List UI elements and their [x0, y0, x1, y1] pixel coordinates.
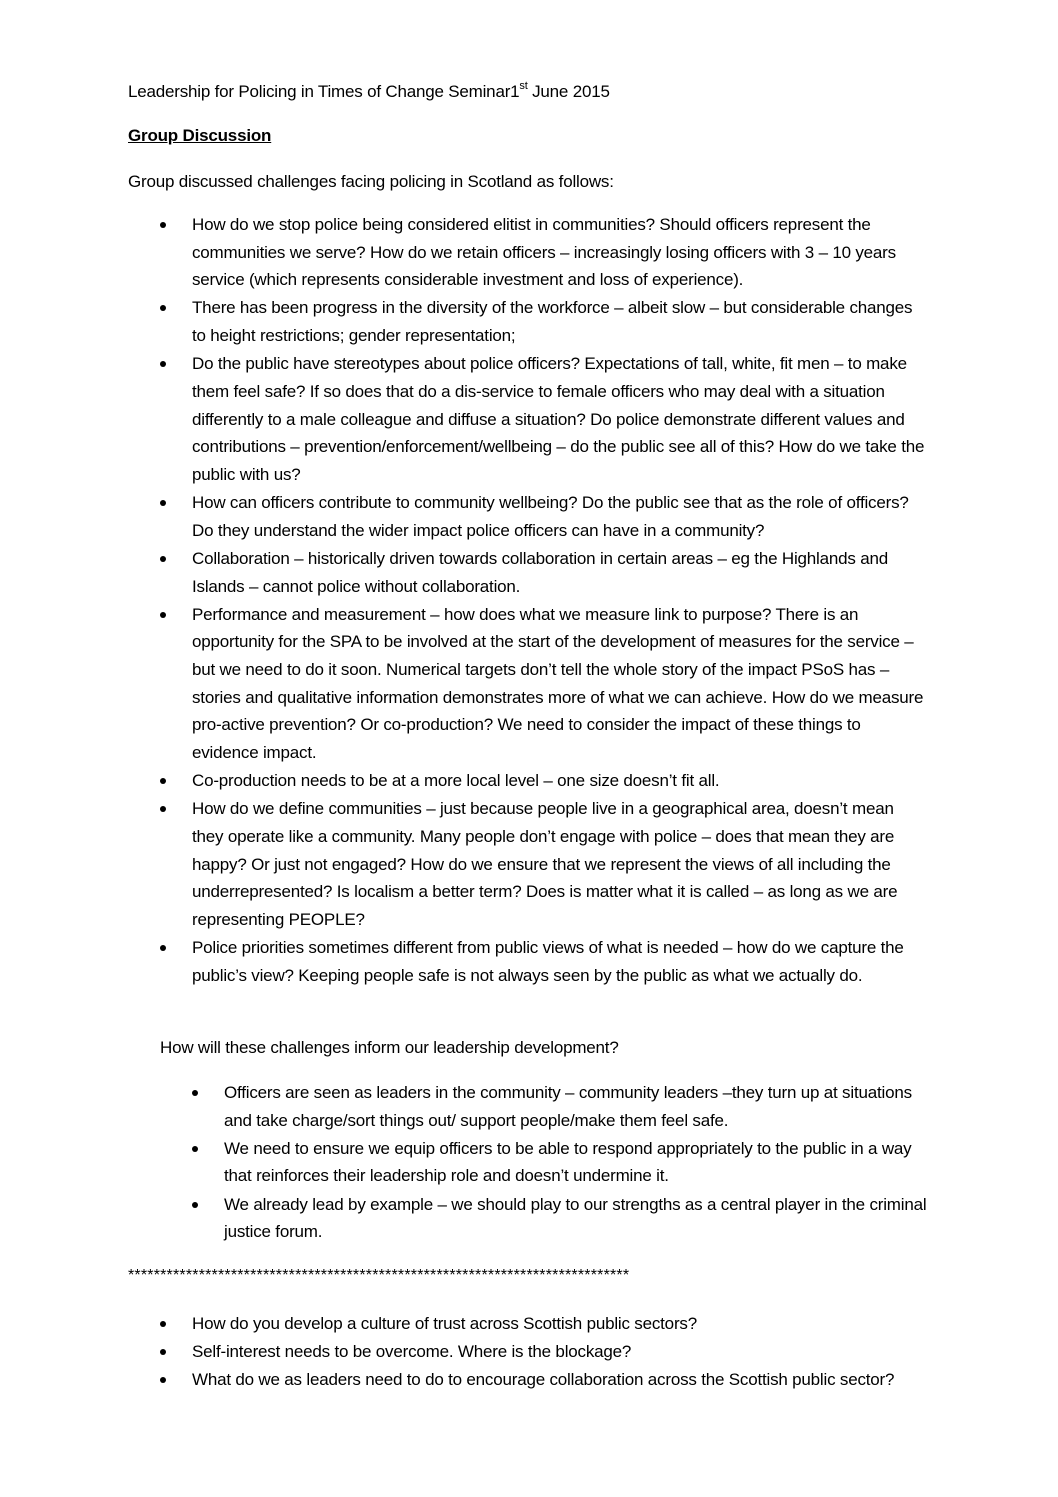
title-date-tail: June 2015	[527, 82, 610, 101]
list-item-text: There has been progress in the diversity of the workforce – albeit slow – but considerable changes to height restrictions; gender representation;	[192, 298, 913, 346]
bullet-icon	[160, 305, 166, 311]
bullet-icon	[160, 222, 166, 228]
list-item-text: How do we stop police being considered elitist in communities? Should officers represent the communities we serve? How do we retain officers – increasingly losing officers with 3 – 10 years service (which represents considerable investment and loss of experience).	[192, 215, 896, 290]
bullet-icon	[160, 1349, 166, 1355]
list-item-text: Co-production needs to be at a more local level – one size doesn’t fit all.	[192, 771, 720, 791]
list-item-text: Self-interest needs to be overcome. Where is the blockage?	[192, 1342, 632, 1362]
list-item-text: How can officers contribute to community wellbeing? Do the public see that as the role of officers? Do they understand the wider impact police officers can have in a community?	[192, 493, 909, 540]
list-item-text: Performance and measurement – how does what we measure link to purpose? There is an opportunity for the SPA to be involved at the start of the development of measures for the service – but we need to do it soon. Numerical targets don’t tell the whole story of the impact PSoS has – stories and qualitative information demonstrates more of what we can achieve. How do we measure pro-active prevention? Or co-production? We need to consider the impact of these things to evidence impact.	[192, 604, 924, 763]
list-item	[128, 545, 928, 600]
list-item-text: Police priorities sometimes different from public views of what is needed – how do we capture the public’s view? Keeping people safe is not always seen by the public as what we actually do.	[192, 938, 904, 985]
bullet-icon	[160, 556, 166, 562]
bullet-icon	[160, 806, 166, 812]
bullet-icon	[160, 945, 166, 951]
list-item	[128, 211, 928, 294]
list-item-text: What do we as leaders need to do to encourage collaboration across the Scottish public sector?	[192, 1370, 895, 1390]
list-item	[128, 1366, 928, 1394]
bullet-icon	[160, 1321, 166, 1327]
leadership-points-list	[160, 1079, 928, 1246]
list-item-text: Collaboration – historically driven towards collaboration in certain areas – eg the Highlands and Islands – cannot police without collaboration.	[192, 548, 888, 596]
intro-paragraph: Group discussed challenges facing policing in Scotland as follows:	[128, 172, 614, 191]
list-item-text: Officers are seen as leaders in the community – community leaders –they turn up at situations and take charge/sort things out/ support people/make them feel safe.	[224, 1083, 912, 1130]
asterisk-separator: ******************************************************************************	[128, 1267, 630, 1284]
list-item	[128, 294, 928, 349]
bullet-icon	[192, 1202, 198, 1208]
list-item	[160, 1191, 928, 1246]
leadership-question: How will these challenges inform our leadership development?	[160, 1038, 619, 1057]
list-item	[128, 601, 928, 767]
list-item	[160, 1135, 928, 1190]
list-item	[128, 934, 928, 989]
document-title	[128, 78, 610, 106]
trust-points-list	[128, 1310, 928, 1394]
list-item	[128, 795, 928, 934]
bullet-icon	[160, 1377, 166, 1383]
list-item-text: We need to ensure we equip officers to be able to respond appropriately to the public in a way that reinforces their leadership role and doesn’t undermine it.	[224, 1138, 912, 1186]
bullet-icon	[192, 1090, 198, 1096]
list-item	[128, 1310, 928, 1338]
list-item-text: How do you develop a culture of trust across Scottish public sectors?	[192, 1314, 697, 1333]
bullet-icon	[160, 500, 166, 506]
challenges-list	[128, 211, 928, 990]
bullet-icon	[160, 361, 166, 367]
list-item	[128, 767, 928, 795]
section-heading: Group Discussion	[128, 126, 272, 145]
bullet-icon	[192, 1146, 198, 1152]
bullet-icon	[160, 612, 166, 618]
list-item	[128, 350, 928, 489]
title-ordinal-suffix: st	[519, 80, 528, 93]
list-item-text: We already lead by example – we should play to our strengths as a central player in the criminal justice forum.	[224, 1194, 927, 1242]
list-item	[160, 1079, 928, 1134]
list-item	[128, 1338, 928, 1366]
bullet-icon	[160, 778, 166, 784]
title-main: Leadership for Policing in Times of Change Seminar1	[128, 82, 520, 101]
list-item-text: How do we define communities – just because people live in a geographical area, doesn’t mean they operate like a community. Many people don’t engage with police – does that mean they are happy? Or just not engaged? How do we ensure that we represent the views of all including the underrepresented? Is localism a better term? Does is matter what it is called – as long as we are representing PEOPLE?	[192, 799, 898, 929]
list-item	[128, 489, 928, 544]
list-item-text: Do the public have stereotypes about police officers? Expectations of tall, white, fit men – to make them feel safe? If so does that do a dis-service to female officers who may deal with a situation differently to a male colleague and diffuse a situation? Do police demonstrate different values and contributions – prevention/enforcement/wellbeing – do the public see all of this? How do we take the public with us?	[192, 354, 925, 485]
